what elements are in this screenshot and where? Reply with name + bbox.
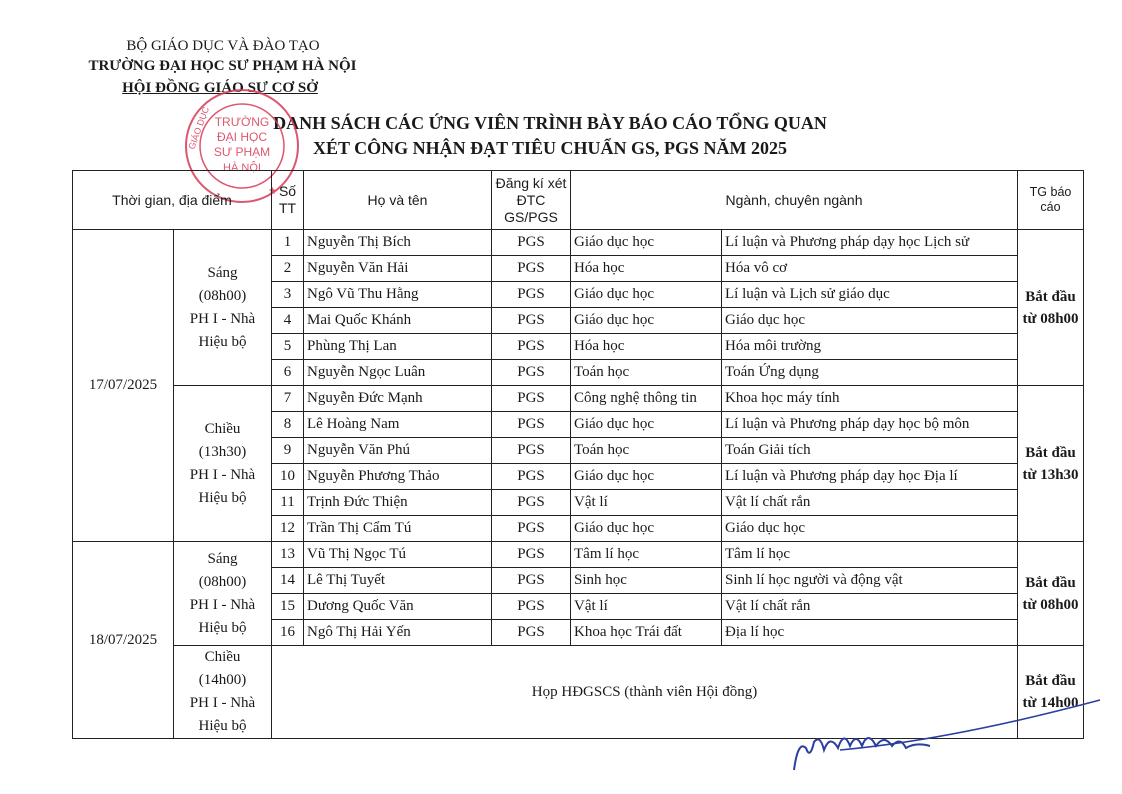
- register-level: PGS: [492, 594, 571, 620]
- cell-line: Chiều: [204, 420, 241, 437]
- row-number: 16: [272, 620, 304, 646]
- cell-line: từ 14h00: [1022, 695, 1079, 711]
- seal-ring-text: GIÁO DỤC: [186, 105, 212, 151]
- cell-line: (08h00): [198, 287, 247, 304]
- register-level: PGS: [492, 308, 571, 334]
- council-name-text: HỘI ĐỒNG GIÁO SƯ CƠ SỞ: [122, 80, 318, 96]
- cell-line: Bắt đầu: [1025, 673, 1076, 689]
- field-name: Giáo dục học: [571, 464, 722, 490]
- candidate-name: Ngô Thị Hải Yến: [304, 620, 492, 646]
- specialization: Giáo dục học: [722, 308, 1018, 334]
- candidate-name: Vũ Thị Ngọc Tú: [304, 542, 492, 568]
- specialization: Hóa vô cơ: [722, 256, 1018, 282]
- candidate-name: Nguyễn Thị Bích: [304, 230, 492, 256]
- register-level: PGS: [492, 438, 571, 464]
- specialization: Tâm lí học: [722, 542, 1018, 568]
- date-cell: 17/07/2025: [73, 230, 174, 542]
- candidate-name: Lê Hoàng Nam: [304, 412, 492, 438]
- cell-line: Hiệu bộ: [198, 718, 247, 734]
- field-name: Khoa học Trái đất: [571, 620, 722, 646]
- document-title-line-2: XÉT CÔNG NHẬN ĐẠT TIÊU CHUẨN GS, PGS NĂM 2025: [312, 138, 788, 158]
- specialization: Lí luận và Lịch sử giáo dục: [722, 282, 1018, 308]
- table-row: [73, 386, 1084, 412]
- cell-line: PH I - Nhà: [189, 466, 256, 483]
- field-name: Giáo dục học: [571, 230, 722, 256]
- schedule-table: [72, 170, 1084, 739]
- cell-line: Chiều: [204, 649, 241, 665]
- candidate-name: Trần Thị Cẩm Tú: [304, 516, 492, 542]
- candidate-name: Ngô Vũ Thu Hằng: [304, 282, 492, 308]
- col-header-report-time: TG báo cáo: [1018, 171, 1084, 230]
- specialization: Lí luận và Phương pháp dạy học Địa lí: [722, 464, 1018, 490]
- register-level: PGS: [492, 542, 571, 568]
- cell-line: (14h00): [198, 672, 247, 688]
- candidate-name: Nguyễn Đức Mạnh: [304, 386, 492, 412]
- report-start-time: [1018, 542, 1084, 646]
- candidate-name: Trịnh Đức Thiện: [304, 490, 492, 516]
- candidate-name: Nguyễn Ngọc Luân: [304, 360, 492, 386]
- register-level: PGS: [492, 464, 571, 490]
- register-level: PGS: [492, 360, 571, 386]
- session-cell: [174, 542, 272, 646]
- register-level: PGS: [492, 256, 571, 282]
- row-number: 15: [272, 594, 304, 620]
- session-cell: [174, 646, 272, 739]
- register-level: PGS: [492, 516, 571, 542]
- specialization: Hóa môi trường: [722, 334, 1018, 360]
- cell-line: PH I - Nhà: [189, 596, 256, 613]
- seal-text-2: ĐẠI HỌC: [216, 130, 268, 144]
- session-cell: [174, 230, 272, 386]
- cell-line: PH I - Nhà: [189, 310, 256, 327]
- cell-line: Sáng: [207, 264, 238, 281]
- candidate-name: Nguyễn Văn Phú: [304, 438, 492, 464]
- ministry-name: BỘ GIÁO DỤC VÀ ĐÀO TẠO: [126, 38, 320, 54]
- schedule-body: [73, 230, 1084, 739]
- cell-line: từ 08h00: [1022, 310, 1079, 327]
- specialization: Lí luận và Phương pháp dạy học Lịch sử: [722, 230, 1018, 256]
- cell-line: từ 08h00: [1022, 596, 1079, 613]
- field-name: Toán học: [571, 438, 722, 464]
- specialization: Vật lí chất rắn: [722, 490, 1018, 516]
- table-header-row: [73, 171, 1084, 230]
- specialization: Sinh lí học người và động vật: [722, 568, 1018, 594]
- row-number: 11: [272, 490, 304, 516]
- register-level: PGS: [492, 386, 571, 412]
- specialization: Khoa học máy tính: [722, 386, 1018, 412]
- col-header-time-place: Thời gian, địa điểm: [73, 171, 272, 230]
- document-title-line-1: DANH SÁCH CÁC ỨNG VIÊN TRÌNH BÀY BÁO CÁO TỔNG QUAN: [273, 113, 827, 133]
- candidate-name: Nguyễn Văn Hải: [304, 256, 492, 282]
- register-level: PGS: [492, 230, 571, 256]
- field-name: Sinh học: [571, 568, 722, 594]
- row-number: 5: [272, 334, 304, 360]
- report-start-time: [1018, 386, 1084, 542]
- row-number: 10: [272, 464, 304, 490]
- candidate-name: Lê Thị Tuyết: [304, 568, 492, 594]
- register-level: PGS: [492, 568, 571, 594]
- cell-line: (13h30): [198, 443, 247, 460]
- signature-icon: [780, 690, 1110, 790]
- cell-line: Hiệu bộ: [198, 333, 247, 350]
- cell-line: Bắt đầu: [1025, 574, 1076, 591]
- register-level: PGS: [492, 282, 571, 308]
- row-number: 2: [272, 256, 304, 282]
- meeting-note: Họp HĐGSCS (thành viên Hội đồng): [272, 646, 1018, 739]
- row-number: 1: [272, 230, 304, 256]
- row-number: 7: [272, 386, 304, 412]
- table-row: [73, 542, 1084, 568]
- row-number: 12: [272, 516, 304, 542]
- col-header-name: Họ và tên: [304, 171, 492, 230]
- specialization: Toán Ứng dụng: [722, 360, 1018, 386]
- field-name: Công nghệ thông tin: [571, 386, 722, 412]
- report-start-time: [1018, 230, 1084, 386]
- svg-text:★: ★: [268, 186, 277, 197]
- row-number: 14: [272, 568, 304, 594]
- cell-line: Bắt đầu: [1025, 444, 1076, 461]
- row-number: 4: [272, 308, 304, 334]
- col-header-register: Đăng kí xét ĐTC GS/PGS: [492, 171, 571, 230]
- register-level: PGS: [492, 490, 571, 516]
- university-name: TRƯỜNG ĐẠI HỌC SƯ PHẠM HÀ NỘI: [88, 58, 357, 74]
- row-number: 3: [272, 282, 304, 308]
- session-cell: [174, 386, 272, 542]
- cell-line: PH I - Nhà: [189, 695, 256, 711]
- cell-line: từ 13h30: [1022, 466, 1079, 483]
- table-row: [73, 230, 1084, 256]
- seal-text-4: HÀ NỘI: [223, 162, 261, 174]
- field-name: Hóa học: [571, 256, 722, 282]
- field-name: Vật lí: [571, 490, 722, 516]
- field-name: Hóa học: [571, 334, 722, 360]
- cell-line: Bắt đầu: [1025, 288, 1076, 305]
- row-number: 13: [272, 542, 304, 568]
- specialization: Lí luận và Phương pháp dạy học bộ môn: [722, 412, 1018, 438]
- register-level: PGS: [492, 620, 571, 646]
- field-name: Tâm lí học: [571, 542, 722, 568]
- register-level: PGS: [492, 412, 571, 438]
- specialization: Địa lí học: [722, 620, 1018, 646]
- cell-line: Hiệu bộ: [198, 619, 247, 636]
- col-header-no: Số TT: [272, 171, 304, 230]
- row-number: 9: [272, 438, 304, 464]
- field-name: Giáo dục học: [571, 308, 722, 334]
- date-cell: 18/07/2025: [73, 542, 174, 739]
- field-name: Giáo dục học: [571, 282, 722, 308]
- seal-text-3: SƯ PHẠM: [213, 145, 271, 159]
- col-header-field: Ngành, chuyên ngành: [571, 171, 1018, 230]
- row-number: 8: [272, 412, 304, 438]
- field-name: Vật lí: [571, 594, 722, 620]
- candidate-name: Dương Quốc Văn: [304, 594, 492, 620]
- specialization: Giáo dục học: [722, 516, 1018, 542]
- cell-line: Sáng: [207, 550, 238, 567]
- field-name: Giáo dục học: [571, 412, 722, 438]
- specialization: Toán Giải tích: [722, 438, 1018, 464]
- register-level: PGS: [492, 334, 571, 360]
- candidate-name: Phùng Thị Lan: [304, 334, 492, 360]
- cell-line: Hiệu bộ: [198, 489, 247, 506]
- seal-text-1: TRƯỜNG: [214, 115, 270, 129]
- cell-line: (08h00): [198, 573, 247, 590]
- candidate-name: Nguyễn Phương Thảo: [304, 464, 492, 490]
- candidate-name: Mai Quốc Khánh: [304, 308, 492, 334]
- row-number: 6: [272, 360, 304, 386]
- field-name: Toán học: [571, 360, 722, 386]
- specialization: Vật lí chất rắn: [722, 594, 1018, 620]
- field-name: Giáo dục học: [571, 516, 722, 542]
